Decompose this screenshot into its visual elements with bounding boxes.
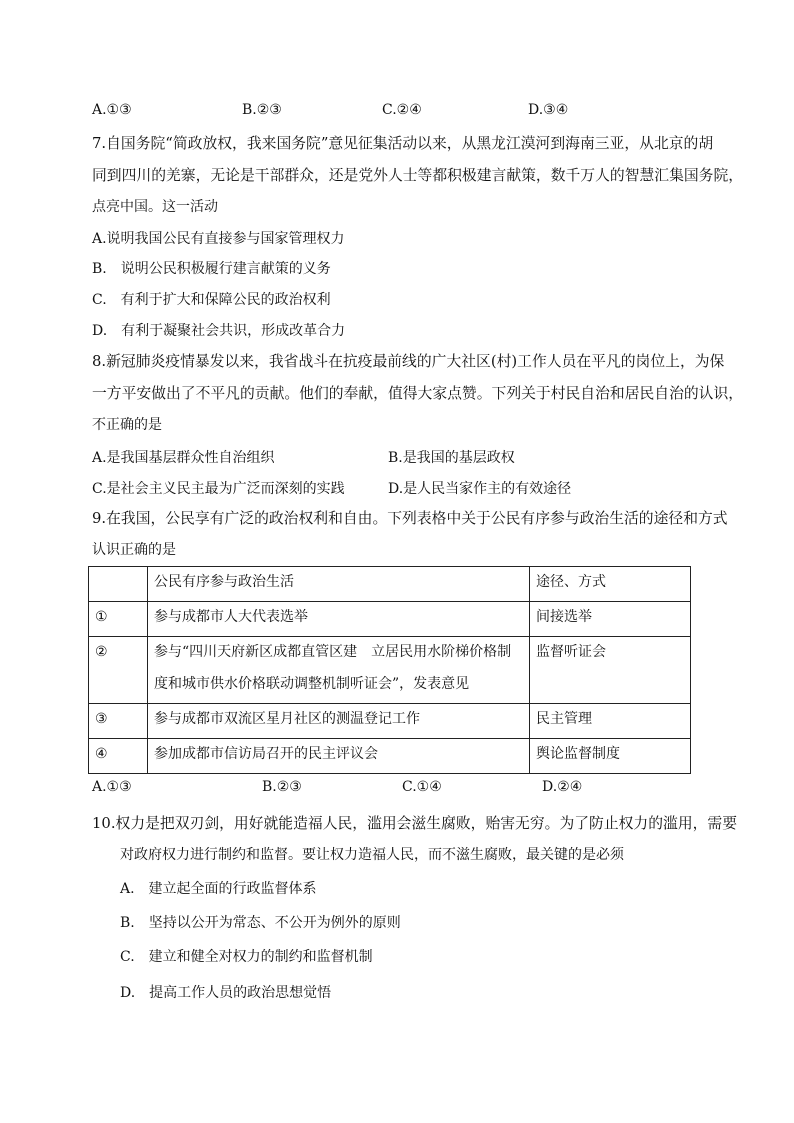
q6-option-a[interactable]: A.①③ (92, 102, 132, 118)
q8-stem-line-3: 不正确的是 (92, 417, 162, 433)
q8-option-d[interactable]: D.是人民当家作主的有效途径 (388, 481, 572, 497)
q10-stem-line-2: 对政府权力进行制约和监督。要让权力造福人民，而不滋生腐败，最关键的是必须 (120, 847, 624, 863)
q6-option-b[interactable]: B.②③ (242, 102, 282, 118)
table-header-cell-method (530, 567, 691, 602)
q10-stem-line-1: 10.权力是把双刃剑，用好就能造福人民，滥用会滋生腐败，贻害无穷。为了防止权力的滥用，需要 (92, 815, 738, 832)
table-row (89, 704, 691, 739)
q9-option-c[interactable]: C.①④ (402, 779, 442, 795)
row-method (530, 739, 691, 774)
q7-stem-line-1: 7.自国务院“简政放权，我来国务院”意见征集活动以来，从黑龙江漠河到海南三亚，从北京的胡 (92, 135, 714, 152)
q9-stem-line-1: 9.在我国，公民享有广泛的政治权利和自由。下列表格中关于公民有序参与政治生活的途径和方式 (92, 510, 728, 527)
row-method (530, 602, 691, 637)
row-content (148, 739, 530, 774)
row-method-text: 舆论监督制度 (536, 746, 620, 762)
q6-option-d[interactable]: D.③④ (528, 102, 569, 118)
row-content-text: 参与“四川天府新区成都直管区建 立居民用水阶梯价格制 (154, 644, 512, 660)
q9-option-d[interactable]: D.②④ (542, 779, 583, 795)
row-method-text: 间接选举 (536, 609, 592, 625)
q7-option-a[interactable]: A.说明我国公民有直接参与国家管理权力 (92, 231, 345, 247)
row-content (148, 704, 530, 739)
q9-option-b[interactable]: B.②③ (262, 779, 302, 795)
table-header-row (89, 567, 691, 602)
q8-stem-line-2: 一方平安做出了不平凡的贡献。他们的奉献，值得大家点赞。下列关于村民自治和居民自治的认识， (92, 385, 744, 402)
table-row (89, 602, 691, 637)
row-number (89, 704, 148, 739)
q7-option-c[interactable]: C. 有利于扩大和保障公民的政治权利 (92, 292, 331, 308)
row-method-text: 民主管理 (536, 711, 592, 727)
q10-option-c[interactable]: C. 建立和健全对权力的制约和监督机制 (120, 949, 373, 965)
row-number-text: ③ (95, 711, 108, 727)
row-content-text: 参与成都市双流区星月社区的测温登记工作 (154, 711, 420, 727)
table-row (89, 637, 691, 704)
q8-stem-line-1: 8.新冠肺炎疫情暴发以来，我省战斗在抗疫最前线的广大社区(村)工作人员在平凡的岗位上，为保 (92, 353, 725, 370)
row-number (89, 637, 148, 704)
table-header-cell-content (148, 567, 530, 602)
row-number-text: ④ (95, 746, 108, 762)
row-content (148, 602, 530, 637)
q7-stem-line-3: 点亮中国。这一活动 (92, 199, 218, 215)
header-content-text: 公民有序参与政治生活 (154, 574, 294, 590)
q9-option-a[interactable]: A.①③ (92, 779, 132, 795)
q6-option-c[interactable]: C.②④ (382, 102, 422, 118)
q9-stem-line-2: 认识正确的是 (92, 542, 176, 558)
row-number (89, 602, 148, 637)
row-method (530, 704, 691, 739)
q7-option-b[interactable]: B. 说明公民积极履行建言献策的义务 (92, 261, 331, 277)
row-content-text: 参与成都市人大代表选举 (154, 609, 308, 625)
q7-stem-line-2: 同到四川的羌寨，无论是干部群众，还是党外人士等都积极建言献策，数千万人的智慧汇集国务院， (92, 167, 744, 184)
q10-option-d[interactable]: D. 提高工作人员的政治思想觉悟 (120, 985, 332, 1001)
row-method (530, 637, 691, 704)
q9-table (88, 566, 691, 774)
row-number-text: ② (95, 644, 108, 660)
row-number-text: ① (95, 609, 108, 625)
row-content-text: 度和城市供水价格联动调整机制听证会”，发表意见 (154, 676, 470, 692)
q7-option-d[interactable]: D. 有利于凝聚社会共识，形成改革合力 (92, 323, 346, 339)
row-content (148, 637, 530, 704)
q10-option-a[interactable]: A. 建立起全面的行政监督体系 (120, 881, 317, 897)
q8-option-b[interactable]: B.是我国的基层政权 (388, 450, 515, 466)
q10-option-b[interactable]: B. 坚持以公开为常态、不公开为例外的原则 (120, 915, 401, 931)
table-header-cell-no (89, 567, 148, 602)
row-number (89, 739, 148, 774)
row-method-text: 监督听证会 (536, 644, 606, 660)
q8-option-a[interactable]: A.是我国基层群众性自治组织 (92, 450, 275, 466)
row-content-text: 参加成都市信访局召开的民主评议会 (154, 746, 378, 762)
table-row (89, 739, 691, 774)
header-method-text: 途径、方式 (536, 574, 606, 590)
q8-option-c[interactable]: C.是社会主义民主最为广泛而深刻的实践 (92, 481, 345, 497)
